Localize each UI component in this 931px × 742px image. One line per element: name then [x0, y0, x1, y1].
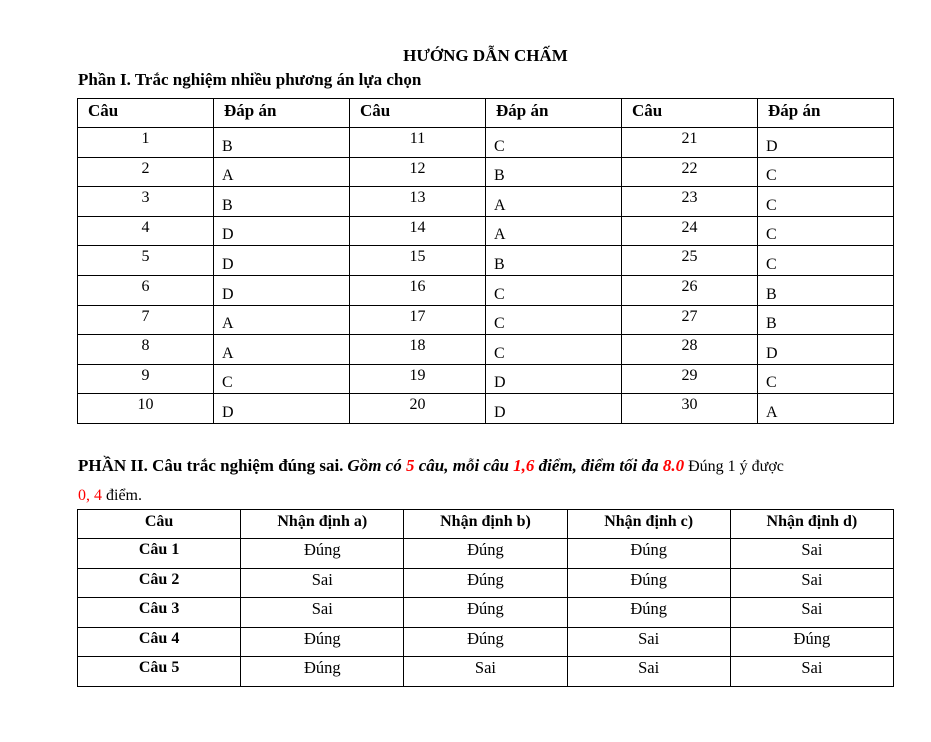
table-row [78, 627, 894, 657]
header-cau-3: Câu [622, 99, 758, 128]
answer-cell: C [758, 246, 894, 276]
question-number: 27 [622, 305, 758, 335]
header-statement-d: Nhận định d) [730, 510, 893, 539]
table-row [78, 275, 894, 305]
header-statement-b: Nhận định b) [404, 510, 567, 539]
statement-a-value: Đúng [241, 657, 404, 687]
header-cau: Câu [78, 510, 241, 539]
answer-cell: C [486, 305, 622, 335]
question-number: 11 [350, 128, 486, 158]
table-header-row [78, 99, 894, 128]
question-number: 10 [78, 394, 214, 424]
question-number: 25 [622, 246, 758, 276]
answer-cell: C [214, 364, 350, 394]
question-number: 4 [78, 216, 214, 246]
question-number: 20 [350, 394, 486, 424]
answer-cell: A [214, 157, 350, 187]
table-row [78, 157, 894, 187]
answer-cell: A [486, 216, 622, 246]
answer-cell: C [486, 275, 622, 305]
answer-cell: C [486, 335, 622, 365]
question-number: 30 [622, 394, 758, 424]
question-number: 14 [350, 216, 486, 246]
question-number: 3 [78, 187, 214, 217]
table-row [78, 539, 894, 569]
statement-d-value: Đúng [730, 627, 893, 657]
answer-cell: D [486, 364, 622, 394]
question-number: 1 [78, 128, 214, 158]
table-header-row [78, 510, 894, 539]
table-row [78, 657, 894, 687]
answer-cell: B [758, 275, 894, 305]
part2-desc-5: điểm. [106, 487, 142, 504]
answer-cell: C [486, 128, 622, 158]
answer-cell: A [758, 394, 894, 424]
part2-desc-4: Đúng 1 ý được [688, 458, 784, 475]
num-questions: 5 [405, 456, 415, 475]
question-number: 8 [78, 335, 214, 365]
answer-cell: B [758, 305, 894, 335]
answer-cell: D [758, 128, 894, 158]
answer-cell: D [214, 394, 350, 424]
question-number: 29 [622, 364, 758, 394]
table-row [78, 568, 894, 598]
question-label: Câu 1 [78, 539, 241, 569]
statement-c-value: Sai [567, 627, 730, 657]
part2-desc-2: câu, mỗi câu [418, 456, 509, 475]
statement-c-value: Đúng [567, 568, 730, 598]
part2-heading [78, 451, 896, 510]
answer-cell: A [486, 187, 622, 217]
answer-cell: D [486, 394, 622, 424]
question-number: 22 [622, 157, 758, 187]
table-row [78, 246, 894, 276]
answer-cell: B [214, 187, 350, 217]
statement-d-value: Sai [730, 657, 893, 687]
question-number: 23 [622, 187, 758, 217]
statement-b-value: Sai [404, 657, 567, 687]
table-row [78, 216, 894, 246]
part1-answer-table [77, 98, 894, 424]
answer-cell: C [758, 187, 894, 217]
header-dap-an-3: Đáp án [758, 99, 894, 128]
question-number: 21 [622, 128, 758, 158]
table-row [78, 394, 894, 424]
answer-cell: C [758, 364, 894, 394]
answer-cell: D [214, 246, 350, 276]
statement-b-value: Đúng [404, 539, 567, 569]
table-row [78, 598, 894, 628]
question-number: 19 [350, 364, 486, 394]
question-number: 15 [350, 246, 486, 276]
header-cau-2: Câu [350, 99, 486, 128]
document-title-text: HƯỚNG DẪN CHẤM [403, 46, 568, 65]
part2-answer-table [77, 509, 894, 687]
answer-cell: D [758, 335, 894, 365]
table-row [78, 128, 894, 158]
header-dap-an-2: Đáp án [486, 99, 622, 128]
question-number: 16 [350, 275, 486, 305]
statement-a-value: Sai [241, 568, 404, 598]
document-title [0, 46, 931, 66]
answer-cell: C [758, 216, 894, 246]
statement-d-value: Sai [730, 568, 893, 598]
per-item-points: 0, 4 [78, 487, 102, 504]
table-row [78, 364, 894, 394]
answer-cell: C [758, 157, 894, 187]
answer-cell: B [486, 246, 622, 276]
question-number: 13 [350, 187, 486, 217]
header-statement-c: Nhận định c) [567, 510, 730, 539]
question-number: 7 [78, 305, 214, 335]
statement-b-value: Đúng [404, 627, 567, 657]
question-label: Câu 2 [78, 568, 241, 598]
statement-a-value: Đúng [241, 539, 404, 569]
question-number: 24 [622, 216, 758, 246]
part2-title: PHẦN II. Câu trắc nghiệm đúng sai. [78, 456, 344, 475]
part2-desc-3: điểm, điểm tối đa [538, 456, 659, 475]
answer-cell: D [214, 275, 350, 305]
part2-desc-1: Gồm có [347, 456, 402, 475]
part1-heading: Phần I. Trắc nghiệm nhiều phương án lựa chọn [78, 70, 422, 89]
header-dap-an-1: Đáp án [214, 99, 350, 128]
question-label: Câu 5 [78, 657, 241, 687]
statement-b-value: Đúng [404, 598, 567, 628]
question-number: 9 [78, 364, 214, 394]
question-label: Câu 4 [78, 627, 241, 657]
question-number: 12 [350, 157, 486, 187]
answer-cell: A [214, 335, 350, 365]
question-number: 28 [622, 335, 758, 365]
table-row [78, 335, 894, 365]
statement-c-value: Đúng [567, 598, 730, 628]
header-cau-1: Câu [78, 99, 214, 128]
statement-c-value: Sai [567, 657, 730, 687]
question-number: 2 [78, 157, 214, 187]
header-statement-a: Nhận định a) [241, 510, 404, 539]
statement-b-value: Đúng [404, 568, 567, 598]
points-each: 1,6 [513, 456, 535, 475]
question-label: Câu 3 [78, 598, 241, 628]
question-number: 5 [78, 246, 214, 276]
table-row [78, 305, 894, 335]
statement-a-value: Đúng [241, 627, 404, 657]
question-number: 18 [350, 335, 486, 365]
question-number: 26 [622, 275, 758, 305]
answer-cell: A [214, 305, 350, 335]
question-number: 17 [350, 305, 486, 335]
table-row [78, 187, 894, 217]
statement-d-value: Sai [730, 539, 893, 569]
answer-cell: B [486, 157, 622, 187]
answer-cell: B [214, 128, 350, 158]
statement-c-value: Đúng [567, 539, 730, 569]
answer-cell: D [214, 216, 350, 246]
statement-d-value: Sai [730, 598, 893, 628]
max-points: 8.0 [662, 456, 685, 475]
question-number: 6 [78, 275, 214, 305]
statement-a-value: Sai [241, 598, 404, 628]
